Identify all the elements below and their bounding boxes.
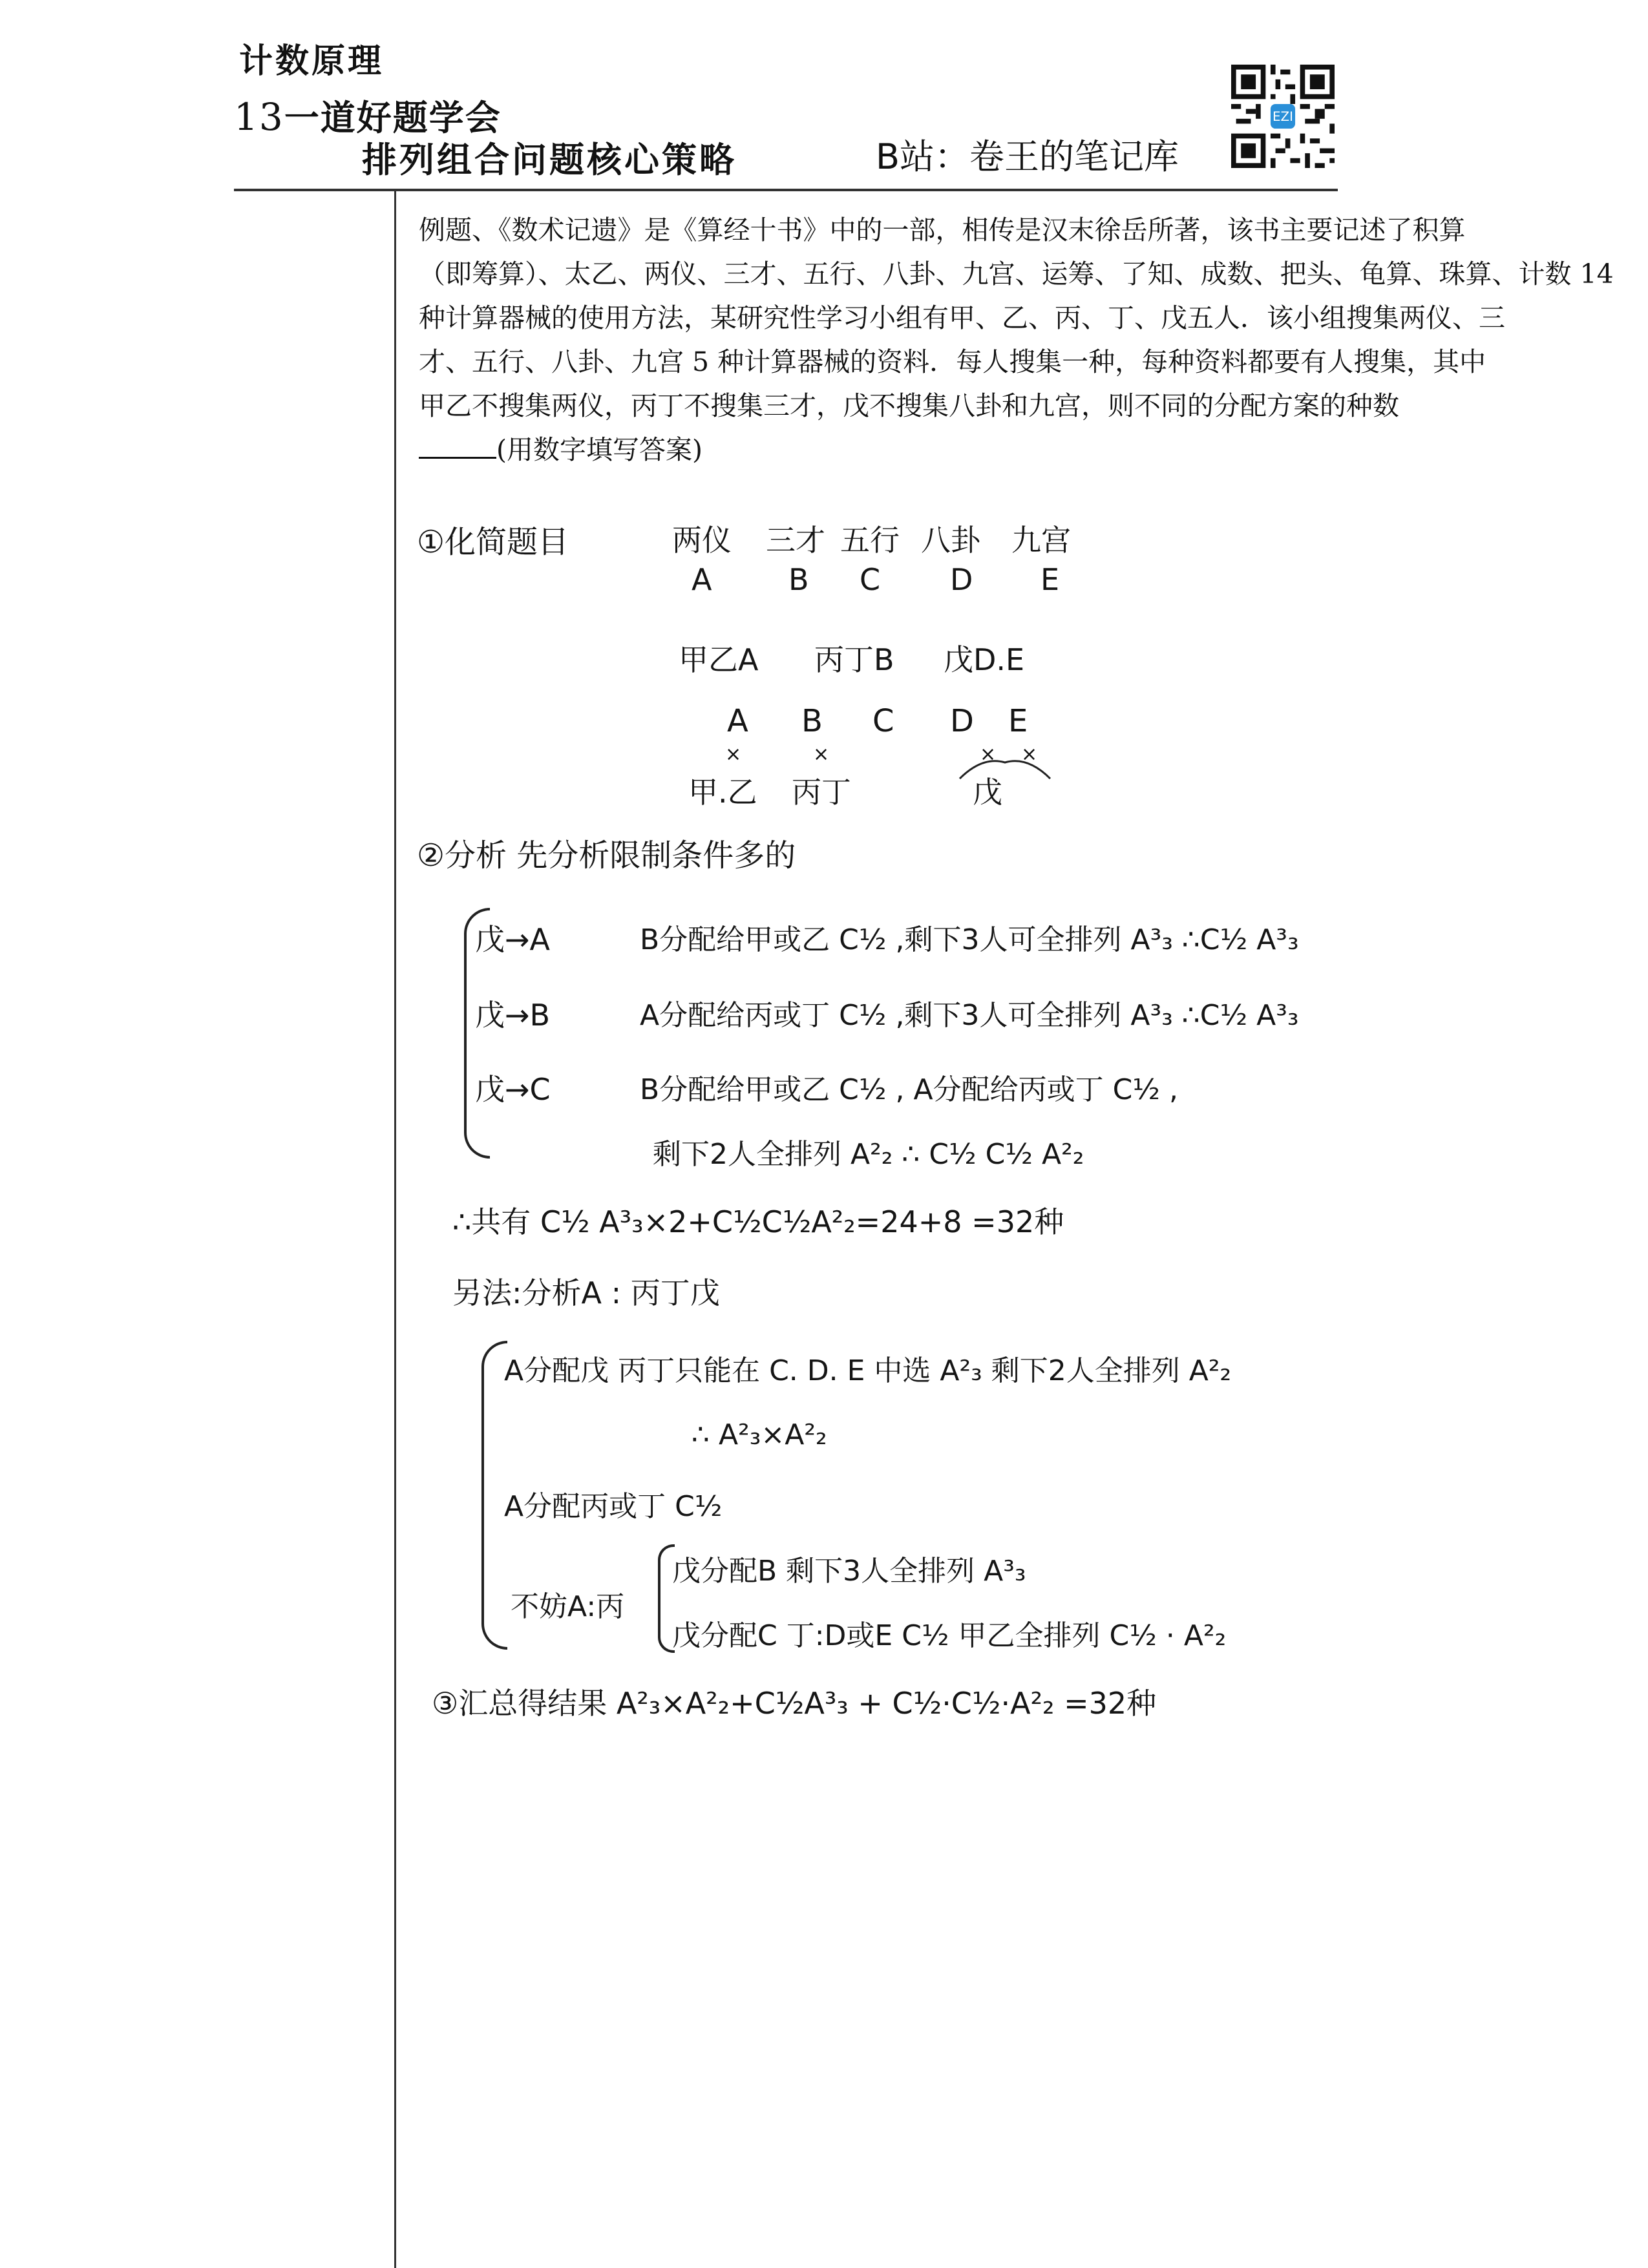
alt-title: 另法:分析A : 丙丁戊	[452, 1276, 720, 1310]
restriction-jiayi: 甲乙A	[679, 642, 759, 677]
margin-divider	[394, 189, 396, 2268]
case1-label: 戊→A	[475, 922, 551, 957]
problem-line-4: 才、五行、八卦、九宫 5 种计算器械的资料．每人搜集一种，每种资料都要有人搜集，其中	[419, 346, 1486, 377]
step3-summary: ③汇总得结果 A²₃×A²₂+C½A³₃ + C½·C½·A²₂ =32种	[432, 1686, 1157, 1721]
diagram-letter-e: E	[1008, 703, 1028, 739]
case2-text: A分配给丙或丁 C½ ,剩下3人可全排列 A³₃ ∴C½ A³₃	[640, 999, 1299, 1032]
answer-blank	[419, 432, 496, 459]
alt-case3a: 戊分配B 剩下3人全排列 A³₃	[672, 1555, 1026, 1588]
letter-d: D	[950, 562, 973, 597]
restriction-bingding: 丙丁B	[814, 642, 894, 677]
letter-b: B	[788, 562, 809, 597]
restriction-wu: 戊D.E	[944, 642, 1025, 677]
item-liangyi: 两仪	[672, 523, 732, 558]
alt-brace	[481, 1341, 507, 1650]
diagram-arc	[956, 743, 1053, 801]
letter-e: E	[1041, 562, 1060, 597]
header-category: 计数原理	[239, 42, 385, 81]
case1-text: B分配给甲或乙 C½ ,剩下3人可全排列 A³₃ ∴C½ A³₃	[640, 923, 1299, 956]
item-wuxing: 五行	[840, 523, 900, 558]
problem-line-2: （即筹算）、太乙、两仪、三才、五行、八卦、九宫、运筹、了知、成数、把头、龟算、珠算、计数 14	[419, 258, 1614, 289]
diagram-letter-a: A	[727, 703, 748, 739]
item-jiugong: 九宫	[1011, 523, 1071, 558]
alt-case3-lead: 不妨A:丙	[511, 1590, 625, 1623]
alt-case1: A分配戊 丙丁只能在 C. D. E 中选 A²₃ 剩下2人全排列 A²₂	[504, 1354, 1232, 1387]
cross-mark-a: ×	[725, 743, 742, 766]
problem-line-6-suffix: (用数字填写答案)	[496, 434, 703, 465]
diagram-letter-c: C	[872, 703, 894, 739]
problem-line-1: 例题、《数术记遗》是《算经十书》中的一部，相传是汉末徐岳所著，该书主要记述了积算	[419, 215, 1466, 246]
case3-text: B分配给甲或乙 C½ , A分配给丙或丁 C½ ,	[640, 1073, 1178, 1106]
diagram-letter-b: B	[801, 703, 823, 739]
alt-case1-result: ∴ A²₃×A²₂	[692, 1418, 827, 1451]
letter-c: C	[860, 562, 881, 597]
cross-mark-b: ×	[813, 743, 830, 766]
problem-line-3: 种计算器械的使用方法，某研究性学习小组有甲、乙、丙、丁、戊五人．该小组搜集两仪、三	[419, 302, 1505, 333]
qr-label: EZI	[1273, 109, 1293, 124]
cross-mark-e: ×	[1021, 743, 1038, 766]
letter-a: A	[692, 562, 712, 597]
problem-line-6	[419, 428, 1563, 472]
alt-case3b: 戊分配C 丁:D或E C½ 甲乙全排列 C½ · A²₂	[672, 1619, 1227, 1652]
step2-title: ②分析 先分析限制条件多的	[417, 837, 796, 874]
diagram-letter-d: D	[950, 703, 974, 739]
header-title-line2: 排列组合问题核心策略	[362, 140, 737, 180]
problem-line-5: 甲乙不搜集两仪，丙丁不搜集三才，戊不搜集八卦和九宫，则不同的分配方案的种数	[419, 390, 1399, 421]
qr-code-icon	[1231, 65, 1335, 168]
diagram-bingding: 丙丁	[792, 775, 851, 810]
header-number: 13	[234, 95, 284, 139]
alt-case2: A分配丙或丁 C½	[504, 1490, 723, 1523]
item-sancai: 三才	[766, 523, 825, 558]
total-result: ∴共有 C½ A³₃×2+C½C½A²₂=24+8 =32种	[452, 1204, 1064, 1239]
problem-text	[419, 208, 1614, 472]
item-bagua: 八卦	[921, 523, 980, 558]
case3-label: 戊→C	[475, 1072, 551, 1107]
diagram-wu: 戊	[973, 775, 1002, 810]
case2-label: 戊→B	[475, 998, 551, 1033]
step1-title: ①化简题目	[417, 524, 569, 560]
header-divider	[234, 189, 1338, 191]
cross-mark-d: ×	[980, 743, 997, 766]
diagram-jiayi: 甲.乙	[688, 775, 757, 810]
case3-continued: 剩下2人全排列 A²₂ ∴ C½ C½ A²₂	[653, 1138, 1084, 1171]
header-title-text: 一道好题学会	[284, 98, 502, 138]
header-brand: B站：卷王的笔记库	[876, 136, 1179, 177]
